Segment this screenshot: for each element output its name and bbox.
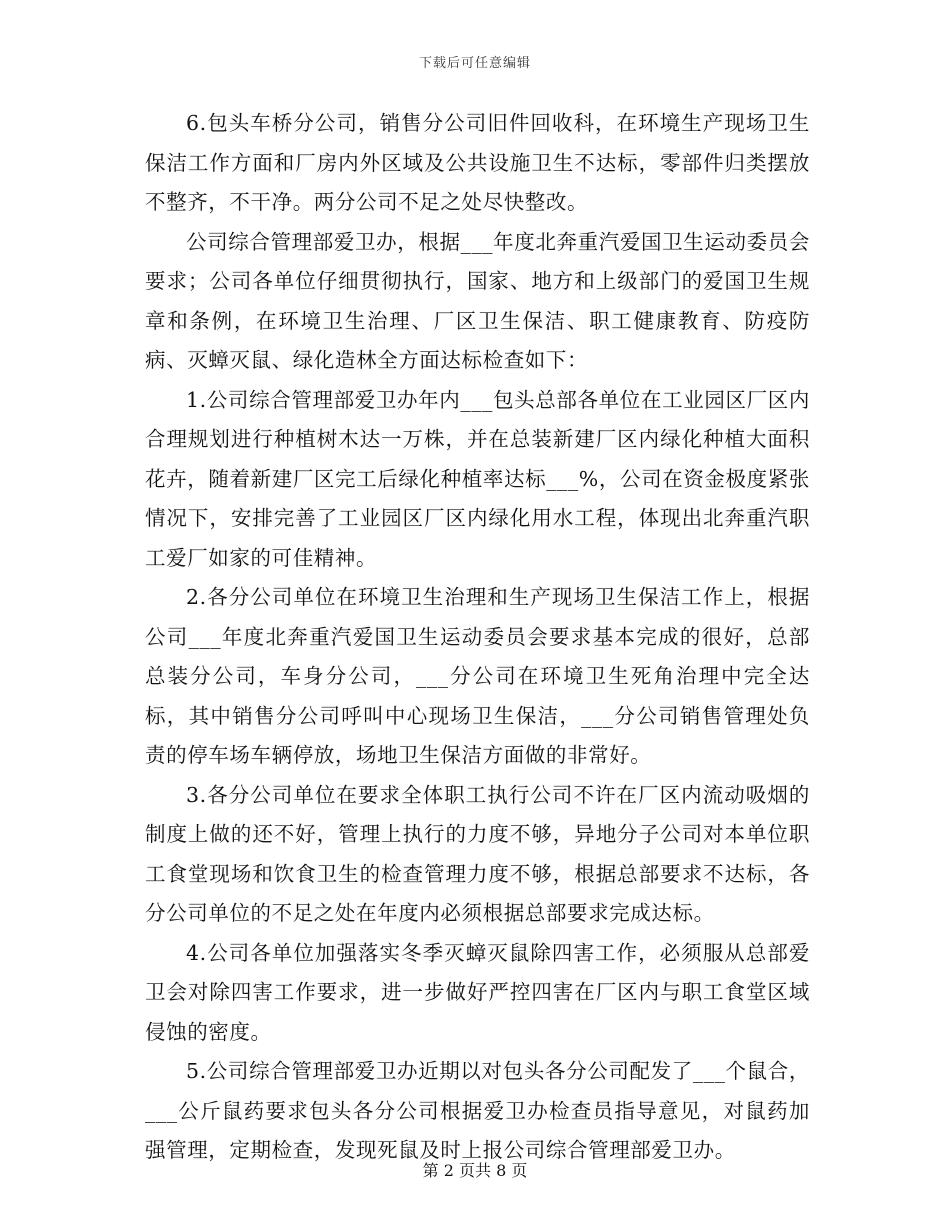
paragraph-item-6: 6.包头车桥分公司，销售分公司旧件回收科，在环境生产现场卫生保洁工作方面和厂房内外区域及公共设施卫生不达标，零部件归类摆放不整齐，不干净。两分公司不足之处尽快整改。 <box>145 111 810 214</box>
page-header: 下载后可任意编辑 <box>418 56 531 71</box>
paragraph-item-3: 3.各分公司单位在要求全体职工执行公司不许在厂区内流动吸烟的制度上做的还不好，管理上执行的力度不够，异地分子公司对本单位职工食堂现场和饮食卫生的检查管理力度不够，根据总部要求不达标，各分公司单位的不足之处在年度内必须根据总部要求完成达标。 <box>145 782 810 925</box>
paragraph-item-4: 4.公司各单位加强落实冬季灭蟑灭鼠除四害工作，必须服从总部爱卫会对除四害工作要求，进一步做好严控四害在厂区内与职工食堂区域侵蚀的密度。 <box>145 940 810 1044</box>
paragraph-item-1: 1.公司综合管理部爱卫办年内___包头总部各单位在工业园区厂区内合理规划进行种植树木达一万株，并在总装新建厂区内绿化种植大面积花卉，随着新建厂区完工后绿化种植率达标___%，公司在资金极度紧张情况下，安排完善了工业园区厂区内绿化用水工程，体现出北奔重汽职工爱厂如家的可佳精神。 <box>145 387 810 570</box>
paragraph-item-2: 2.各分公司单位在环境卫生治理和生产现场卫生保洁工作上，根据公司___年度北奔重汽爱国卫生运动委员会要求基本完成的很好，总部总装分公司，车身分公司，___分公司在环境卫生死角治理中完全达标，其中销售分公司呼叫中心现场卫生保洁，___分公司销售管理处负责的停车场车辆停放，场地卫生保洁方面做的非常好。 <box>145 585 810 767</box>
paragraph-item-5: 5.公司综合管理部爱卫办近期以对包头各分公司配发了___个鼠合，___公斤鼠药要求包头各分公司根据爱卫办检查员指导意见，对鼠药加强管理，定期检查，发现死鼠及时上报公司综合管理部爱卫办。 <box>145 1059 810 1162</box>
paragraph-intro: 公司综合管理部爱卫办，根据___年度北奔重汽爱国卫生运动委员会要求；公司各单位仔细贯彻执行，国家、地方和上级部门的爱国卫生规章和条例，在环境卫生治理、厂区卫生保洁、职工健康教育、防疫防病、灭蟑灭鼠、绿化造林全方面达标检查如下： <box>145 229 810 372</box>
document-body <box>145 104 810 1171</box>
page-number: 第 2 页共 8 页 <box>422 1161 528 1180</box>
